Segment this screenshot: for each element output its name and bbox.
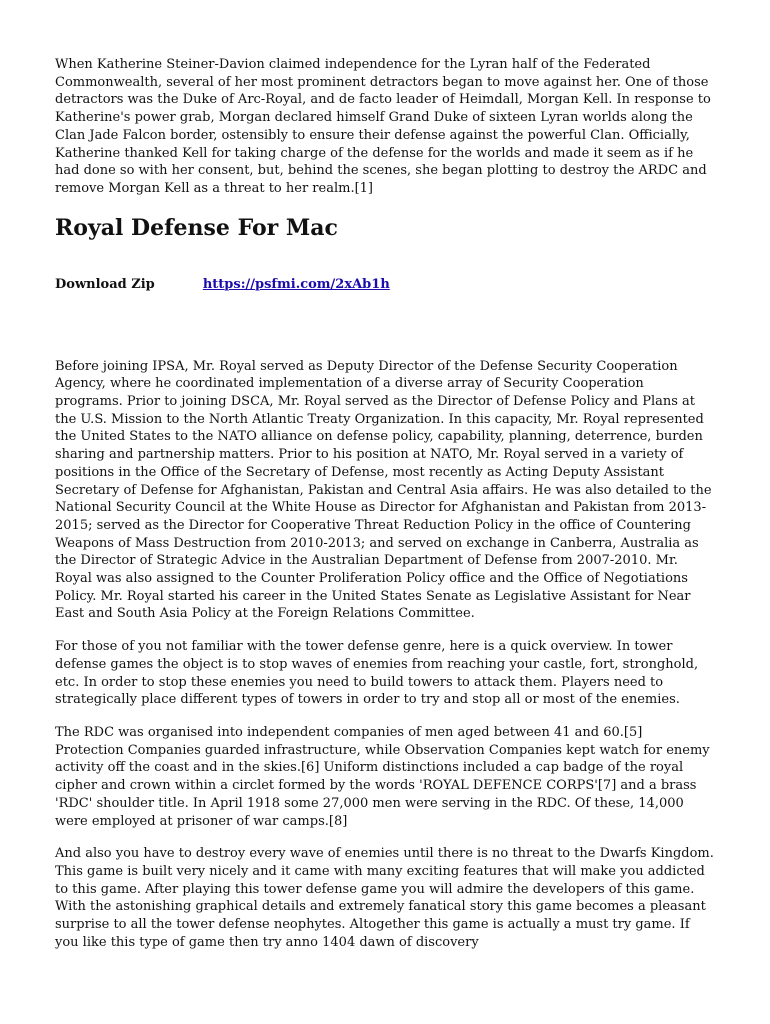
intro-paragraph: When Katherine Steiner-Davion claimed independence for the Lyran half of the Federated Commonwealth, several of her most prominent detractors began to move against her. One of those detractors was the Duke of Arc-Royal, and de facto leader of Heimdall, Morgan Kell. In response to Katherine's power grab, Morgan declared himself Grand Duke of sixteen Lyran worlds along the Clan Jade Falcon border, ostensibly to ensure their defense against the powerful Clan. Officially, Katherine thanked Kell for taking charge of the defense for the worlds and made it seem as if he had done so with her consent, but, behind the scenes, she began plotting to destroy the ARDC and remove Morgan Kell as a threat to her realm.[1]: [55, 57, 711, 196]
download-link[interactable]: https://psfmi.com/2xAb1h: [202, 276, 390, 292]
download-label: Download Zip: [55, 276, 155, 292]
body-paragraph: The RDC was organised into independent companies of men aged between 41 and 60.[5] Protection Companies guarded infrastructure, while Observation Companies kept watch for enemy activity off the coast and in the skies.[6] Uniform distinctions included a cap badge of the royal cipher and crown within a circlet formed by the words 'ROYAL DEFENCE CORPS'[7] and a brass 'RDC' shoulder title. In April 1918 some 27,000 men were serving in the RDC. Of these, 14,000 were employed at prisoner of war camps.[8]: [55, 724, 710, 829]
body-paragraph: For those of you not familiar with the tower defense genre, here is a quick overview. In tower defense games the object is to stop waves of enemies from reaching your castle, fort, stronghold, etc. In order to stop these enemies you need to build towers to attack them. Players need to strategically place different types of towers in order to try and stop all or most of the enemies.: [55, 639, 699, 708]
document-page: [55, 56, 715, 966]
page-title: Royal Defense For Mac: [55, 214, 338, 241]
download-line: [55, 276, 715, 294]
body-paragraph: Before joining IPSA, Mr. Royal served as Deputy Director of the Defense Security Cooperation Agency, where he coordinated implementation of a diverse array of Security Cooperation programs. Prior to joining DSCA, Mr. Royal served as the Director of Defense Policy and Plans at the U.S. Mission to the North Atlantic Treaty Organization. In this capacity, Mr. Royal represented the United States to the NATO alliance on defense policy, capability, planning, deterrence, burden sharing and partnership matters. Prior to his position at NATO, Mr. Royal served in a variety of positions in the Office of the Secretary of Defense, most recently as Acting Deputy Assistant Secretary of Defense for Afghanistan, Pakistan and Central Asia affairs. He was also detailed to the National Security Council at the White House as Director for Afghanistan and Pakistan from 2013-2015; served as the Director for Cooperative Threat Reduction Policy in the office of Countering Weapons of Mass Destruction from 2010-2013; and served on exchange in Canberra, Australia as the Director of Strategic Advice in the Australian Department of Defense from 2007-2010. Mr. Royal was also assigned to the Counter Proliferation Policy office and the Office of Negotiations Policy. Mr. Royal started his career in the United States Senate as Legislative Assistant for Near East and South Asia Policy at the Foreign Relations Committee.: [55, 358, 712, 622]
body-paragraph: And also you have to destroy every wave of enemies until there is no threat to the Dwarfs Kingdom. This game is built very nicely and it came with many exciting features that will make you addicted to this game. After playing this tower defense game you will admire the developers of this game. With the astonishing graphical details and extremely fanatical story this game becomes a pleasant surprise to all the tower defense neophytes. Altogether this game is actually a must try game. If you like this type of game then try anno 1404 dawn of discovery: [55, 846, 714, 950]
arrow-glyphs: [159, 277, 198, 292]
